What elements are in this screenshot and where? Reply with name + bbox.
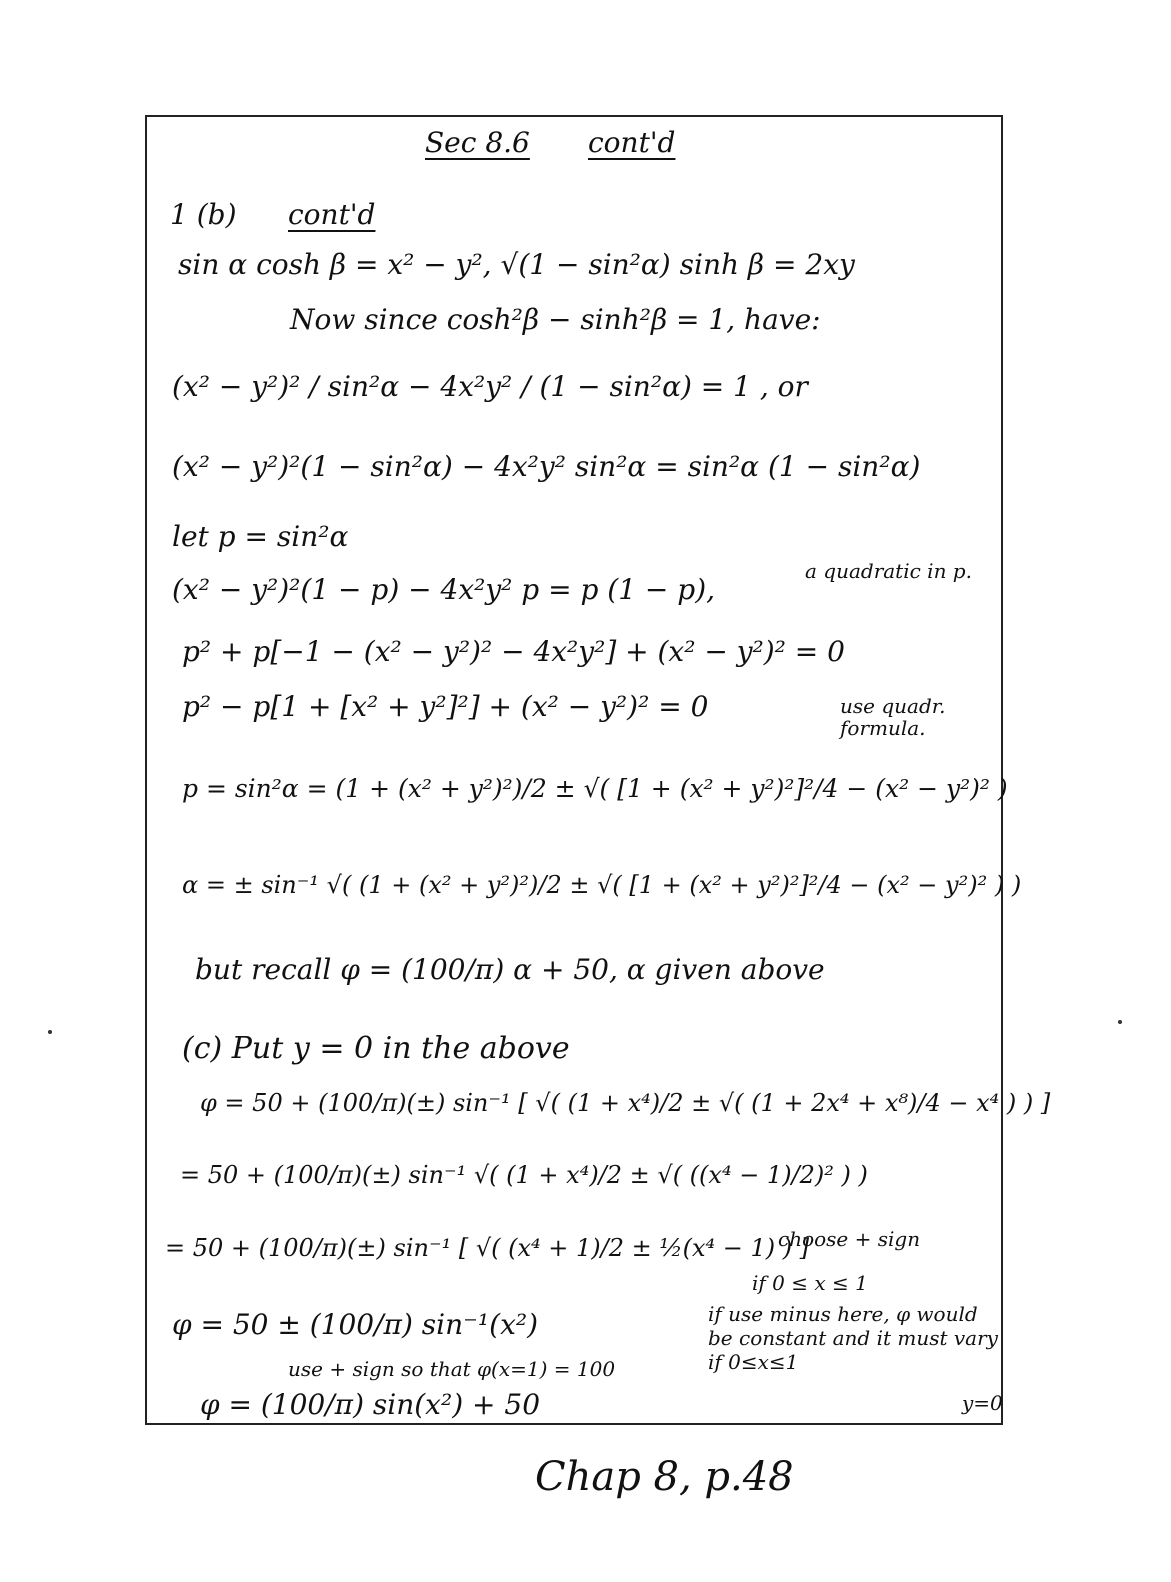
- note-use-quadr: use quadr. formula.: [840, 694, 946, 740]
- eq-line-11: but recall φ = (100/π) α + 50, α given above: [195, 953, 825, 986]
- note-quadratic: a quadratic in p.: [805, 559, 972, 583]
- eq-line-4: (x² − y²)²(1 − sin²α) − 4x²y² sin²α = sin²α (1 − sin²α): [172, 450, 921, 483]
- eq-line-5: let p = sin²α: [172, 520, 349, 553]
- eq-line-3: (x² − y²)² / sin²α − 4x²y² / (1 − sin²α) = 1 , or: [172, 370, 808, 403]
- eq-line-17: use + sign so that φ(x=1) = 100: [288, 1357, 616, 1381]
- eq-line-13: φ = 50 + (100/π)(±) sin⁻¹ [ √( (1 + x⁴)/2 ± √( (1 + 2x⁴ + x⁸)/4 − x⁴ ) ) ]: [200, 1089, 1051, 1117]
- eq-line-8: p² − p[1 + [x² + y²]²] + (x² − y²)² = 0: [182, 690, 709, 723]
- eq-line-16: φ = 50 ± (100/π) sin⁻¹(x²): [172, 1308, 539, 1341]
- page-footer: Chap 8, p.48: [535, 1454, 794, 1500]
- eq-line-9: p = sin²α = (1 + (x² + y²)²)/2 ± √( [1 + (x² + y²)²]²/4 − (x² − y²)² ): [182, 774, 1008, 803]
- section-heading: Sec 8.6: [425, 126, 530, 159]
- scan-speck: [1118, 1020, 1122, 1024]
- eq-line-6: (x² − y²)²(1 − p) − 4x²y² p = p (1 − p),: [172, 573, 716, 606]
- eq-line-14: = 50 + (100/π)(±) sin⁻¹ √( (1 + x⁴)/2 ± √( ((x⁴ − 1)/2)² ) ): [180, 1161, 868, 1189]
- contd-heading: cont'd: [588, 126, 676, 159]
- note-y0: y=0: [962, 1391, 1003, 1415]
- eq-line-2: Now since cosh²β − sinh²β = 1, have:: [290, 303, 821, 336]
- eq-line-18: φ = (100/π) sin(x²) + 50: [200, 1388, 541, 1421]
- note-range: if 0 ≤ x ≤ 1: [752, 1271, 868, 1295]
- note-minus: if use minus here, φ would be constant and it must vary if 0≤x≤1: [708, 1302, 998, 1374]
- eq-line-1: sin α cosh β = x² − y², √(1 − sin²α) sinh β = 2xy: [178, 248, 855, 281]
- part-b-label: 1 (b): [170, 198, 237, 231]
- part-c-heading: (c) Put y = 0 in the above: [182, 1031, 570, 1066]
- part-b-contd: cont'd: [288, 198, 376, 231]
- scan-speck: [48, 1030, 52, 1034]
- eq-line-10: α = ± sin⁻¹ √( (1 + (x² + y²)²)/2 ± √( [1 + (x² + y²)²]²/4 − (x² − y²)² ) ): [182, 871, 1022, 899]
- eq-line-7: p² + p[−1 − (x² − y²)² − 4x²y²] + (x² − y²)² = 0: [182, 635, 845, 668]
- eq-line-15: = 50 + (100/π)(±) sin⁻¹ [ √( (x⁴ + 1)/2 ± ½(x⁴ − 1) ) ]: [165, 1234, 810, 1262]
- note-choose-sign: choose + sign: [778, 1227, 921, 1251]
